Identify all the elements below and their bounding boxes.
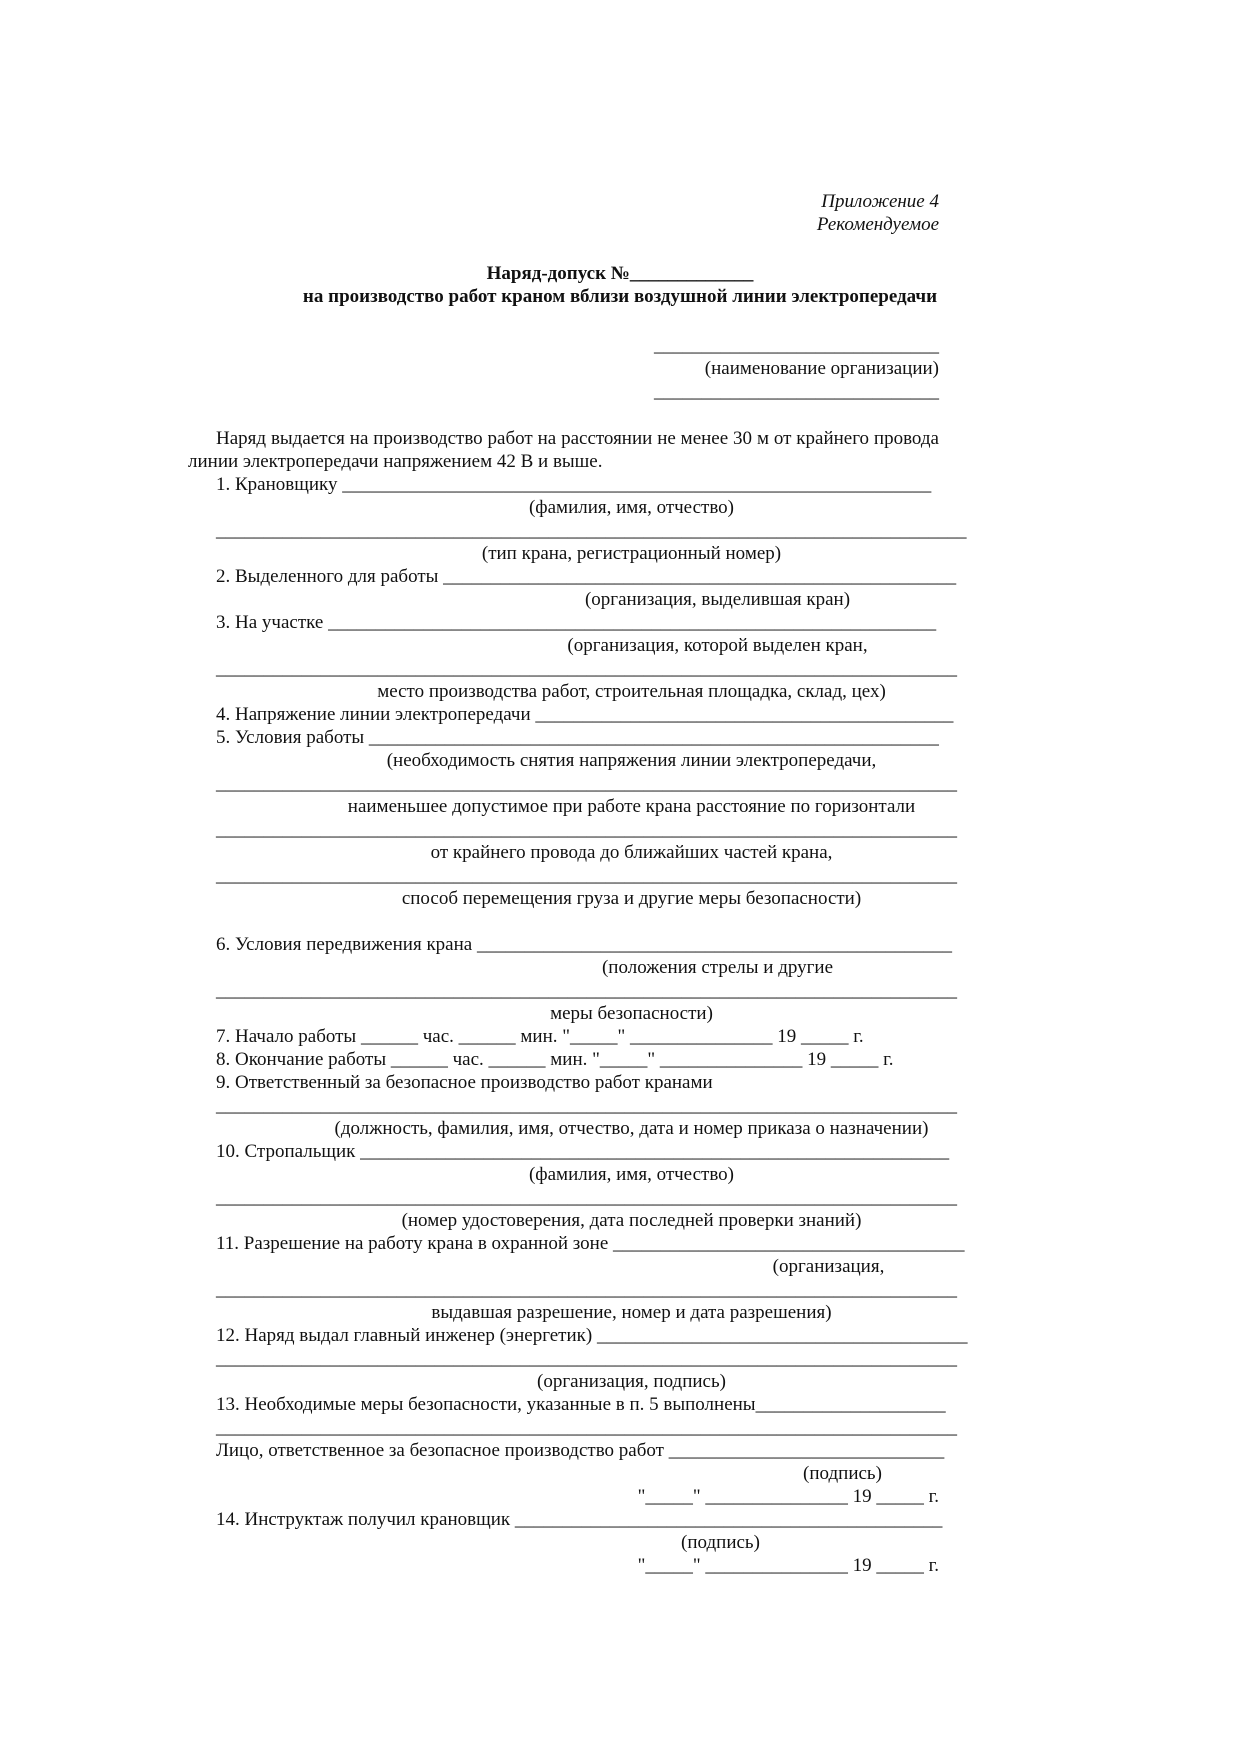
item-4-line-voltage: 4. Напряжение линии электропередачи ____________________________________________	[216, 704, 954, 725]
item-12-issued-by: 12. Наряд выдал главный инженер (энергетик) _______________________________________	[216, 1325, 968, 1346]
item-10-blank: ______________________________________________________________________________	[216, 1187, 957, 1208]
org-name-blank: ______________________________	[654, 335, 939, 356]
item-1-caption-2: (тип крана, регистрационный номер)	[481, 543, 782, 564]
item-13-blank: ______________________________________________________________________________	[216, 1417, 957, 1438]
item-9-blank: ______________________________________________________________________________	[216, 1095, 957, 1116]
appendix-number: Приложение 4	[821, 191, 939, 212]
item-10-slinger: 10. Стропальщик ______________________________________________________________	[216, 1141, 950, 1162]
item-3-caption: (организация, которой выделен кран,	[567, 635, 868, 656]
item-13-date: "_____" _______________ 19 _____ г.	[637, 1486, 939, 1507]
item-14-briefing-received: 14. Инструктаж получил крановщик _____________________________________________	[216, 1509, 943, 1530]
item-10-caption-2: (номер удостоверения, дата последней проверки знаний)	[401, 1210, 862, 1231]
item-13-safety-measures: 13. Необходимые меры безопасности, указанные в п. 5 выполнены____________________	[216, 1394, 946, 1415]
intro-line-1: Наряд выдается на производство работ на расстоянии не менее 30 м от крайнего провода	[216, 428, 939, 449]
item-11-security-zone-permit: 11. Разрешение на работу крана в охранной зоне _____________________________________	[216, 1233, 965, 1254]
item-5-caption: (необходимость снятия напряжения линии электропередачи,	[386, 750, 877, 771]
item-8-work-end: 8. Окончание работы ______ час. ______ мин. "_____" _______________ 19 _____ г.	[216, 1049, 894, 1070]
item-9-caption: (должность, фамилия, имя, отчество, дата и номер приказа о назначении)	[334, 1118, 929, 1139]
item-3-caption-2: место производства работ, строительная площадка, склад, цех)	[377, 681, 886, 702]
item-5-blank-1: ______________________________________________________________________________	[216, 773, 957, 794]
intro-line-2: линии электропередачи напряжением 42 В и выше.	[188, 451, 603, 472]
org-name-caption: (наименование организации)	[704, 358, 939, 379]
item-3-blank: ______________________________________________________________________________	[216, 658, 957, 679]
item-14-signature-caption: (подпись)	[681, 1532, 760, 1553]
item-2-caption: (организация, выделившая кран)	[584, 589, 851, 610]
item-5-work-conditions: 5. Условия работы ____________________________________________________________	[216, 727, 939, 748]
item-6-movement-conditions: 6. Условия передвижения крана __________________________________________________	[216, 934, 952, 955]
item-11-caption: (организация,	[772, 1256, 885, 1277]
item-6-blank: ______________________________________________________________________________	[216, 980, 957, 1001]
item-5-caption-4: способ перемещения груза и другие меры безопасности)	[401, 888, 862, 909]
item-12-caption: (организация, подпись)	[537, 1371, 726, 1392]
item-1-crane-operator: 1. Крановщику ______________________________________________________________	[216, 474, 932, 495]
item-5-caption-2: наименьшее допустимое при работе крана расстояние по горизонтали	[347, 796, 916, 817]
item-14-date: "_____" _______________ 19 _____ г.	[637, 1555, 939, 1576]
item-13-responsible-person: Лицо, ответственное за безопасное производство работ _____________________________	[216, 1440, 945, 1461]
item-13-signature-caption: (подпись)	[803, 1463, 882, 1484]
item-1-caption: (фамилия, имя, отчество)	[528, 497, 734, 518]
item-11-caption-2: выдавшая разрешение, номер и дата разрешения)	[431, 1302, 832, 1323]
item-11-blank: ______________________________________________________________________________	[216, 1279, 957, 1300]
document-title: Наряд-допуск №_____________	[486, 263, 754, 284]
item-5-blank-2: ______________________________________________________________________________	[216, 819, 957, 840]
item-6-caption: (положения стрелы и другие	[601, 957, 833, 978]
item-2-allocated: 2. Выделенного для работы ______________________________________________________	[216, 566, 957, 587]
item-1-blank: _______________________________________________________________________________	[216, 520, 967, 541]
item-6-caption-2: меры безопасности)	[550, 1003, 713, 1024]
recommended-label: Рекомендуемое	[816, 214, 939, 235]
item-5-blank-3: ______________________________________________________________________________	[216, 865, 957, 886]
item-7-work-start: 7. Начало работы ______ час. ______ мин. "_____" _______________ 19 _____ г.	[216, 1026, 864, 1047]
document-subtitle: на производство работ краном вблизи воздушной линии электропередачи	[302, 286, 938, 307]
item-9-responsible-person: 9. Ответственный за безопасное производство работ кранами	[216, 1072, 713, 1093]
item-10-caption: (фамилия, имя, отчество)	[528, 1164, 734, 1185]
org-name-blank-2: ______________________________	[654, 381, 939, 402]
item-12-blank: ______________________________________________________________________________	[216, 1348, 957, 1369]
item-5-caption-3: от крайнего провода до ближайших частей крана,	[430, 842, 833, 863]
item-3-site: 3. На участке ________________________________________________________________	[216, 612, 937, 633]
